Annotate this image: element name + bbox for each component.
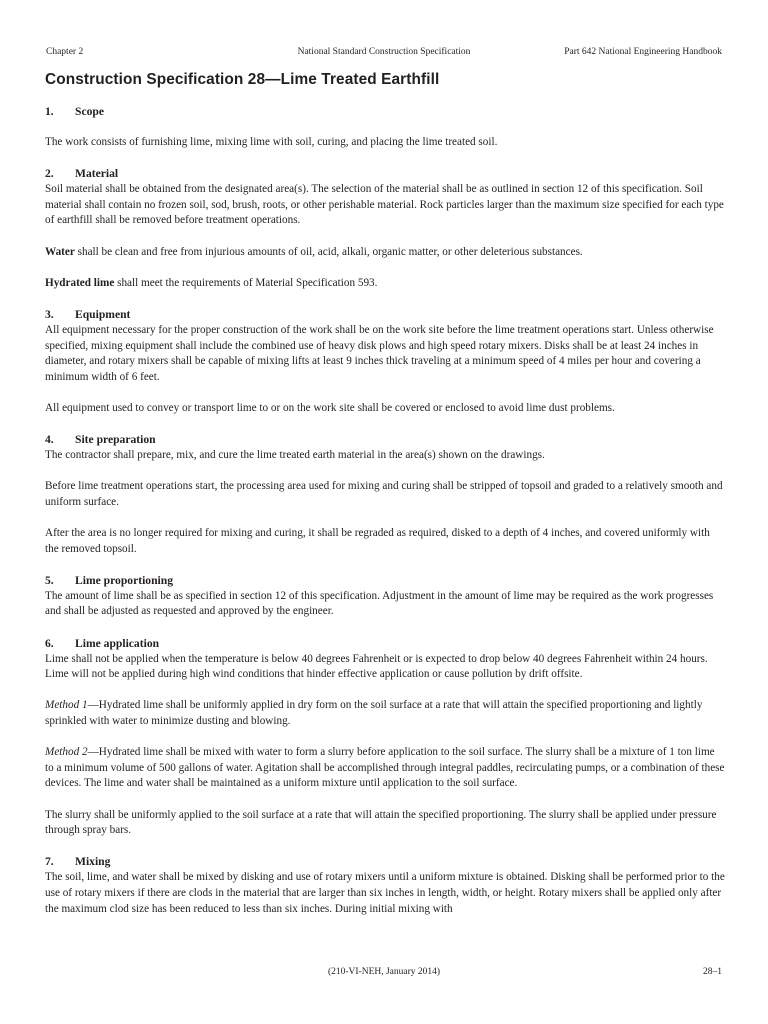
- section-number: 4.: [45, 433, 54, 447]
- paragraph: All equipment used to convey or transport lime to or on the work site shall be covered or enclosed to avoid lime dust problems.: [45, 401, 615, 414]
- paragraph: After the area is no longer required for mixing and curing, it shall be regraded as required, disked to a depth of 4 inches, and covered uniformly with the removed topsoil.: [45, 527, 710, 555]
- runin-label: Water: [45, 245, 75, 258]
- paragraph-text: shall meet the requirements of Material Specification 593.: [114, 276, 378, 289]
- section-title: Equipment: [75, 307, 131, 321]
- running-footer: [46, 965, 722, 979]
- section-title: Lime proportioning: [75, 573, 174, 587]
- paragraph: Before lime treatment operations start, the processing area used for mixing and curing shall be stripped of topsoil and graded to a relatively smooth and uniform surface.: [45, 480, 723, 508]
- section-title: Scope: [75, 105, 104, 118]
- section-title: Mixing: [75, 855, 111, 869]
- paragraph-method-2: [45, 745, 725, 792]
- section-number: 6.: [45, 636, 54, 650]
- section-heading-site-preparation: [45, 432, 725, 448]
- paragraph-hydrated-lime: [45, 276, 725, 292]
- running-header: [46, 45, 722, 59]
- section-heading-lime-application: [45, 636, 725, 652]
- paragraph: The amount of lime shall be as specified in section 12 of this specification. Adjustment in the amount of lime may be required as the work progresses and shall be adjusted as requested and approved by the engineer.: [45, 589, 714, 618]
- section-number: 3.: [45, 307, 54, 321]
- section-heading-lime-proportioning: [45, 573, 725, 589]
- runin-label: Hydrated lime: [45, 276, 115, 289]
- header-handbook: Part 642 National Engineering Handbook: [564, 47, 722, 57]
- paragraph: Soil material shall be obtained from the designated area(s). The selection of the material shall be as outlined in section 12 of this specification. Soil material shall contain no frozen soil, sod, brush, roots, or other perishable material. Rock particles larger than the maximum size specified for each type of earthfill shall be removed before treatment operations.: [45, 183, 724, 227]
- paragraph-text: shall be clean and free from injurious amounts of oil, acid, alkali, organic matter, or other deleterious substances.: [74, 245, 583, 258]
- section-number: 7.: [45, 855, 54, 869]
- section-number: 1.: [45, 105, 54, 118]
- header-spec-title: National Standard Construction Specification: [297, 47, 471, 57]
- method-label: Method 2: [45, 746, 88, 759]
- section-heading-material: [45, 166, 725, 182]
- section-title: Material: [75, 167, 119, 181]
- paragraph: The soil, lime, and water shall be mixed by disking and use of rotary mixers until a uniform mixture is obtained. Disking shall be performed prior to the use of rotary mixers if there are clods in the material that are larger than six inches in length, width, or height. Rotary mixers shall be applied only after the maximum clod size has been reduced to less than six inches. During initial mixing with: [45, 871, 725, 915]
- document-title: Construction Specification 28—Lime Treated Earthfill: [45, 71, 440, 88]
- paragraph: All equipment necessary for the proper construction of the work shall be on the work site before the lime treatment operations start. Unless otherwise specified, mixing equipment shall include the combined use of heavy disk plows and high speed rotary mixers. Disks shall be at least 24 inches in diameter, and rotary mixers shall be capable of mixing lifts at least 9 inches thick traveling at a minimum speed of 4 miles per hour and covering a minimum width of 6 feet.: [45, 323, 714, 383]
- section-heading-equipment: [45, 307, 725, 323]
- paragraph: The slurry shall be uniformly applied to the soil surface at a rate that will attain the specified proportioning. The slurry shall be applied under pressure through spray bars.: [45, 808, 717, 837]
- section-heading-scope: [45, 104, 725, 120]
- paragraph: The work consists of furnishing lime, mixing lime with soil, curing, and placing the lime treated soil.: [45, 136, 498, 148]
- paragraph: Lime shall not be applied when the temperature is below 40 degrees Fahrenheit or is expected to drop below 40 degrees Fahrenheit within 24 hours. Lime will not be applied during high wind conditions that hinder effective application or cause pollution by drift offsite.: [45, 652, 708, 681]
- section-heading-mixing: [45, 854, 725, 870]
- page-number: 28–1: [703, 967, 722, 977]
- paragraph-water: [45, 245, 725, 261]
- method-label: Method 1: [45, 699, 88, 712]
- section-number: 2.: [45, 167, 54, 181]
- paragraph-text: —Hydrated lime shall be uniformly applied in dry form on the soil surface at a rate that will attain the specified proportioning and lightly sprinkled with water to minimize dusting and blowing.: [45, 699, 703, 727]
- paragraph-method-1: [45, 698, 725, 729]
- header-chapter: Chapter 2: [46, 47, 84, 57]
- paragraph-text: —Hydrated lime shall be mixed with water to form a slurry before application to the soil surface. The slurry shall be a mixture of 1 ton lime to a minimum volume of 500 gallons of water. Agitation shall be accomplished through integral paddles, recirculating pumps, or a combination of these devices. The lime and water shall be maintained as a uniform mixture until application to the soil surface.: [45, 746, 725, 790]
- document-body: [45, 104, 725, 933]
- footer-document-id: (210-VI-NEH, January 2014): [327, 967, 441, 977]
- paragraph: The contractor shall prepare, mix, and cure the lime treated earth material in the area(s) shown on the drawings.: [45, 449, 545, 462]
- section-title: Lime application: [75, 636, 160, 650]
- section-title: Site preparation: [75, 433, 156, 447]
- section-number: 5.: [45, 573, 54, 587]
